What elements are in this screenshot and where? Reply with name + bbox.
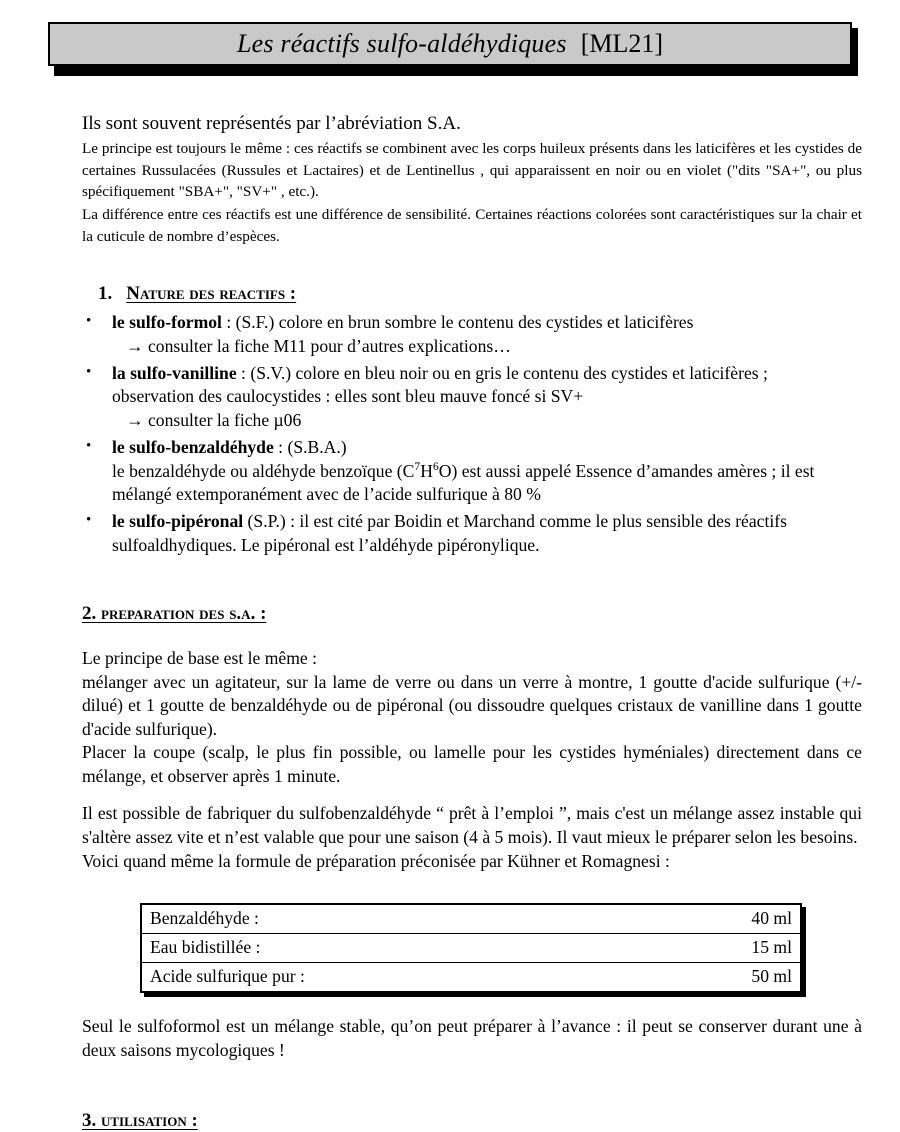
list-item xyxy=(82,510,862,557)
bullet-description: (S.P.) : il est cité par Boidin et Marchand comme le plus sensible des réactifs sulfoaldhydiques. Le pipéronal est l’aldéhyde pipéronylique. xyxy=(112,511,787,555)
bullet-main-line xyxy=(112,362,862,385)
title-banner-box xyxy=(48,22,852,66)
bullet-term: le sulfo-pipéronal xyxy=(112,511,244,532)
ingredient-label: Eau bidistillée : xyxy=(141,934,635,963)
bullet-formula-line xyxy=(112,460,862,507)
recipe-table-wrapper xyxy=(140,903,802,993)
bullet-continuation: observation des caulocystides : elles sont bleu mauve foncé si SV+ xyxy=(112,386,584,407)
bullet-icon: • xyxy=(86,313,92,330)
list-item xyxy=(82,436,862,506)
table-row xyxy=(141,963,801,993)
table-row xyxy=(141,904,801,934)
formula-superscript-7: 7 xyxy=(414,459,421,473)
bullet-description: : (S.B.A.) xyxy=(273,437,347,458)
bullet-description: : (S.F.) colore en brun sombre le contenu des cystides et laticifères xyxy=(221,312,694,333)
formula-text-before: le benzaldéhyde ou aldéhyde benzoïque (C xyxy=(112,460,415,481)
document-body xyxy=(82,112,862,1132)
section-1-title: nature des reactifs : xyxy=(126,283,297,305)
list-item xyxy=(82,311,862,358)
formula-superscript-6: 6 xyxy=(432,459,439,473)
formula-text-after: O) est aussi appelé Essence d’amandes amères ; il est mélangé extemporanément avec de l’acide sulfurique à 80 % xyxy=(112,460,815,504)
section-3-title: utilisation : xyxy=(101,1110,198,1132)
bullet-description: : (S.V.) colore en bleu noir ou en gris le contenu des cystides et laticifères ; xyxy=(236,362,768,383)
ingredient-quantity: 15 ml xyxy=(635,934,801,963)
ingredient-quantity: 50 ml xyxy=(635,963,801,993)
bullet-term: le sulfo-benzaldéhyde xyxy=(112,437,274,458)
section-2-number: 2. xyxy=(82,603,97,625)
document-code: [ML21] xyxy=(580,29,664,58)
section-3-number: 3. xyxy=(82,1110,97,1132)
bullet-main-line xyxy=(112,436,862,459)
spacer xyxy=(82,788,862,802)
document-title-banner xyxy=(48,22,852,66)
bullet-icon: • xyxy=(86,438,92,455)
intro-paragraph-2: La différence entre ces réactifs est une différence de sensibilité. Certaines réactions colorées sont caractéristiques sur la chair et la cuticule de nombre d’espèces. xyxy=(82,206,862,245)
prep-paragraph-6: Seul le sulfoformol est un mélange stable, qu’on peut préparer à l’avance : il peut se conserver durant une à deux saisons mycologiques ! xyxy=(82,1016,862,1060)
prep-paragraph-4: Il est possible de fabriquer du sulfobenzaldéhyde “ prêt à l’emploi ”, mais c'est un mélange assez instable qui s'altère assez vite et n’est valable que pour une saison (4 à 5 mois). Il vaut mieux le préparer selon les besoins. xyxy=(82,803,862,848)
ingredient-label: Acide sulfurique pur : xyxy=(141,963,635,993)
section-heading-1 xyxy=(82,283,862,305)
section-heading-2 xyxy=(82,603,862,625)
table-row xyxy=(141,934,801,963)
bullet-icon: • xyxy=(86,363,92,380)
bullet-main-line xyxy=(112,510,862,557)
reactifs-bullet-list xyxy=(82,311,862,557)
ingredient-label: Benzaldéhyde : xyxy=(141,904,635,934)
prep-paragraph-1: Le principe de base est le même : xyxy=(82,648,317,669)
spacer xyxy=(82,625,862,647)
bullet-icon: • xyxy=(86,512,92,529)
list-item xyxy=(82,362,862,432)
prep-paragraph-5: Voici quand même la formule de préparation préconisée par Kühner et Romagnesi : xyxy=(82,850,670,871)
recipe-table xyxy=(140,903,802,993)
bullet-main-line xyxy=(112,311,862,334)
bullet-term: le sulfo-formol xyxy=(112,312,222,333)
intro-paragraph-1: Le principe est toujours le même : ces réactifs se combinent avec les corps huileux présents dans les laticifères et les cystides de certaines Russulacées (Russules et Lactaires) et de Lentinellus , qui apparaissent en noir ou en violet ("dits "SA+", ou plus spécifiquement "SBA+", "SV+" , etc.). xyxy=(82,140,862,201)
prep-paragraph-3: Placer la coupe (scalp, le plus fin possible, ou lamelle pour les cystides hyméniales) directement dans ce mélange, et observer après 1 minute. xyxy=(82,742,862,786)
section-2-title: preparation des s.a. : xyxy=(101,603,267,625)
page-title: Les réactifs sulfo-aldéhydiques xyxy=(236,29,567,58)
formula-text-mid: H xyxy=(420,460,433,481)
bullet-term: la sulfo-vanilline xyxy=(112,362,237,383)
section-1-number: 1. xyxy=(98,283,113,305)
intro-lead: Ils sont souvent représentés par l’abréviation S.A. xyxy=(82,113,461,134)
bullet-arrow-note: → consulter la fiche µ06 xyxy=(126,409,302,430)
section-heading-3 xyxy=(82,1110,862,1132)
ingredient-quantity: 40 ml xyxy=(635,904,801,934)
bullet-arrow-note: → consulter la fiche M11 pour d’autres explications… xyxy=(126,335,511,356)
prep-paragraph-2: mélanger avec un agitateur, sur la lame de verre ou dans un verre à montre, 1 goutte d'acide sulfurique (+/- dilué) et 1 goutte de benzaldéhyde ou de pipéronal (ou dissoudre quelques cristaux de vanilline dans 1 goutte d'acide sulfurique). xyxy=(82,671,862,739)
